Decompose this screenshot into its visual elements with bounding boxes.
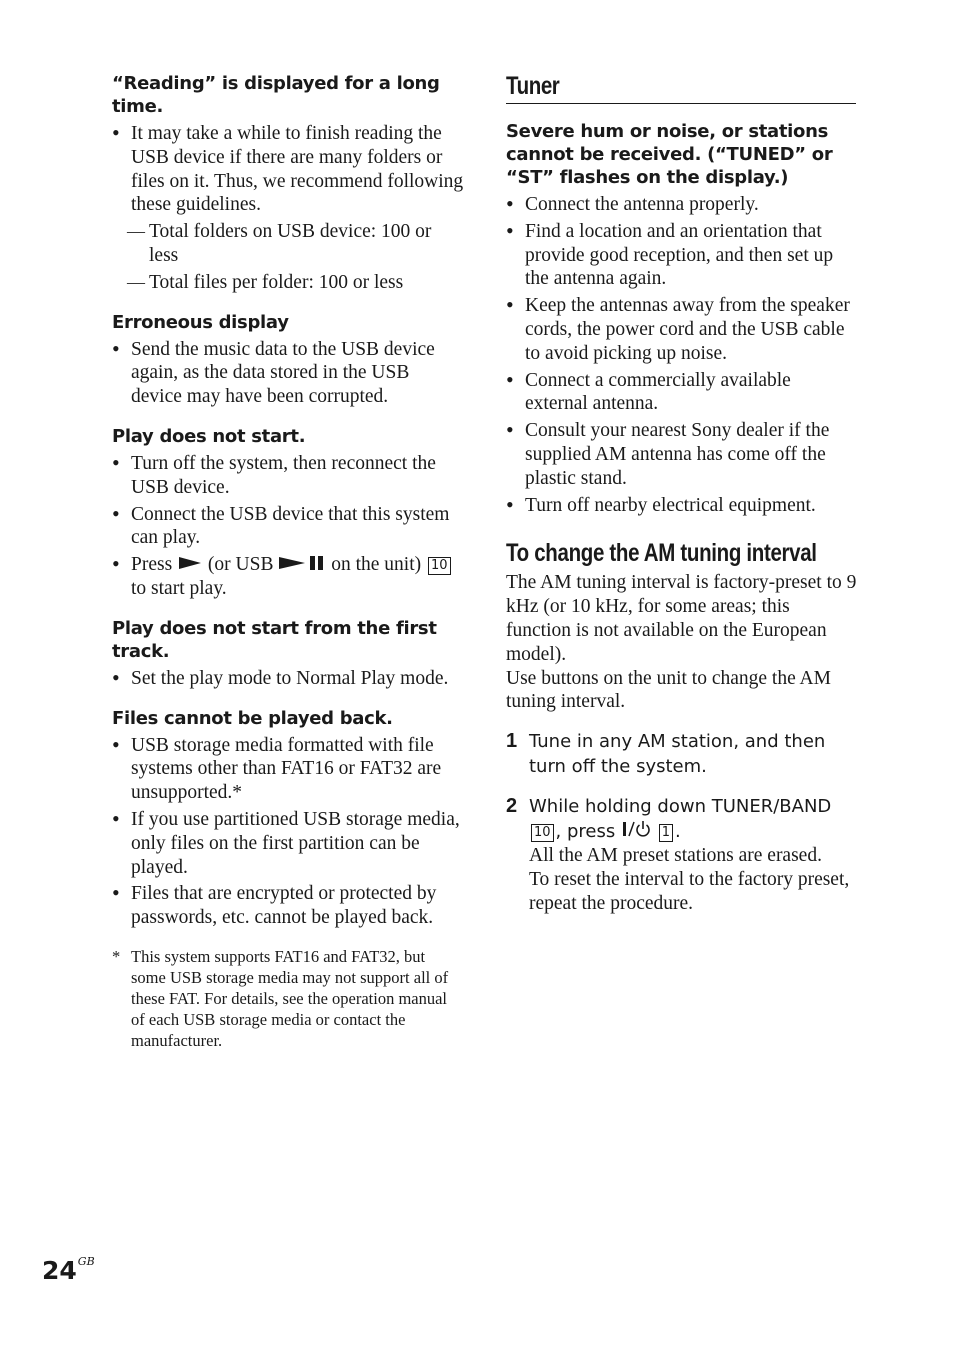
section-heading: Play does not start from the first track. (112, 617, 437, 662)
bullet-text: Press (131, 554, 173, 576)
section-severe-hum (506, 120, 858, 517)
section-heading: “Reading” is displayed for a long time. (112, 73, 440, 117)
bullet-item: • Consult your nearest Sony dealer if the supplied AM antenna has come off the plastic stand. (506, 419, 858, 490)
bullet-item: • Set the play mode to Normal Play mode. (112, 667, 464, 691)
step-note: To reset the interval to the factory preset, repeat the procedure. (529, 869, 850, 915)
section-heading: Erroneous display (112, 311, 289, 333)
bullet-item: • Find a location and an orientation that provide good reception, and then set up the antenna again. (506, 220, 858, 291)
title-rule (506, 103, 856, 104)
page-number-value: 24 (42, 1256, 77, 1285)
footnote-mark: * (112, 946, 121, 966)
page-number (42, 1246, 95, 1287)
bullet-item: • Turn off the system, then reconnect the USB device. (112, 452, 464, 500)
power-icon (621, 820, 651, 838)
step-instruction (529, 794, 858, 844)
bullet-item: • Connect the USB device that this system can play. (112, 503, 464, 551)
bullet-item: • Send the music data to the USB device again, as the data stored in the USB device may have been corrupted. (112, 338, 464, 409)
bullet-item: • Files that are encrypted or protected by passwords, etc. cannot be played back. (112, 882, 464, 930)
step-number: 2 (506, 795, 518, 818)
play-icon (177, 555, 203, 571)
paragraph: The AM tuning interval is factory-preset to 9 kHz (or 10 kHz, for some areas; this function is not available on the European model). (506, 572, 857, 665)
bullet-text: to start play. (131, 577, 227, 599)
bullet-item: • If you use partitioned USB storage media, only files on the first partition can be played. (112, 808, 464, 879)
footnote (112, 946, 464, 1051)
bullet-item: • Connect a commercially available external antenna. (506, 369, 858, 417)
bullet-item: • USB storage media formatted with file systems other than FAT16 or FAT32 are unsupported.* (112, 734, 464, 805)
step-text: , press (555, 821, 616, 843)
step-instruction: Tune in any AM station, and then turn off the system. (529, 731, 826, 778)
right-column (506, 70, 858, 916)
step-text: . (675, 821, 681, 843)
dash-item: — Total files per folder: 100 or less (112, 271, 464, 295)
play-pause-icon (278, 555, 326, 571)
section-heading: Play does not start. (112, 425, 306, 447)
step-result: All the AM preset stations are erased. (529, 845, 822, 867)
section-title-tuner: Tuner (506, 72, 560, 100)
bullet-item: • It may take a while to finish reading the USB device if there are many folders or files on it. Thus, we recommend following these guidelines. (112, 122, 464, 217)
bullet-text: on the unit) (331, 554, 422, 576)
section-erroneous-display (112, 311, 464, 409)
left-column (112, 70, 464, 1051)
bullet-item (112, 553, 464, 601)
section-heading: Severe hum or noise, or stations cannot be received. (“TUNED” or “ST” flashes on the display.) (506, 121, 833, 188)
button-number-box: 10 (428, 557, 451, 575)
step-2 (506, 794, 858, 916)
section-files-not-played (112, 707, 464, 930)
subsection-title: To change the AM tuning interval (506, 539, 817, 568)
button-number-box: 10 (531, 824, 554, 842)
bullet-item: • Keep the antennas away from the speaker cords, the power cord and the USB cable to avoid picking up noise. (506, 294, 858, 365)
step-text: While holding down TUNER/BAND (529, 796, 832, 818)
page-region-suffix: GB (77, 1255, 95, 1268)
section-reading (112, 72, 464, 295)
section-first-track (112, 617, 464, 691)
bullet-item: • Turn off nearby electrical equipment. (506, 494, 858, 518)
step-number: 1 (506, 730, 518, 753)
section-heading: Files cannot be played back. (112, 707, 393, 729)
dash-item: — Total folders on USB device: 100 or less (112, 220, 464, 268)
section-play-not-start (112, 425, 464, 601)
footnote-text: This system supports FAT16 and FAT32, but some USB storage media may not support all of these FAT. For details, see the operation manual of each USB storage media or contact the manufacturer. (131, 946, 449, 1050)
bullet-item: • Connect the antenna properly. (506, 193, 858, 217)
paragraph: Use buttons on the unit to change the AM tuning interval. (506, 667, 831, 713)
button-number-box: 1 (659, 824, 673, 842)
step-1 (506, 729, 858, 779)
bullet-text: (or USB (207, 554, 274, 576)
